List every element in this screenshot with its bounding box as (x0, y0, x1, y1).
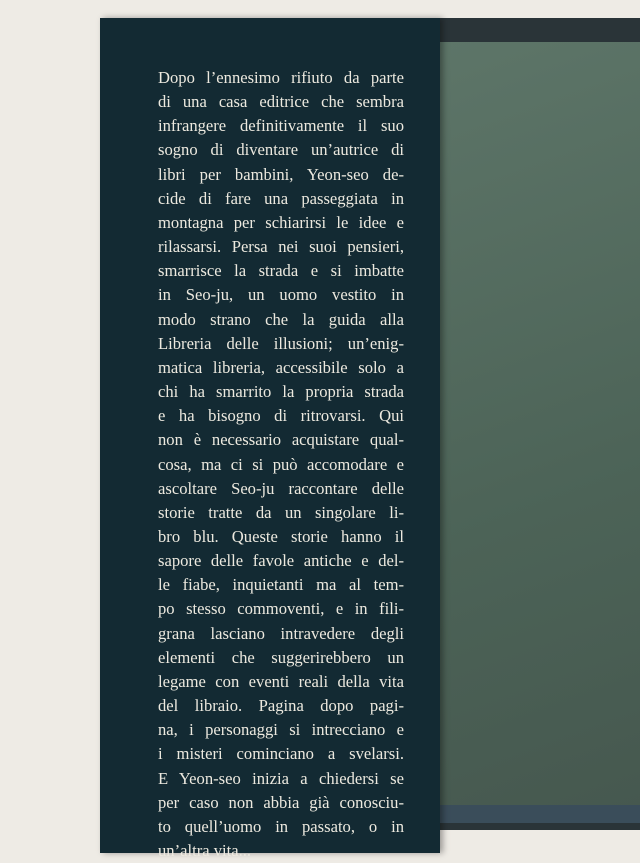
blurb-line: Libreria delle illusioni; un’enig- (158, 333, 404, 353)
blurb-line: i misteri cominciano a svelarsi. (158, 744, 404, 764)
blurb-line: sapore delle favole antiche e del- (158, 551, 404, 571)
blurb-line: modo strano che la guida alla (158, 309, 404, 329)
blurb-line: cide di fare una passeggiata in (158, 188, 404, 208)
blurb-line: cosa, ma ci si può accomodare e (158, 454, 404, 474)
blurb-line: di una casa editrice che sembra (158, 92, 404, 112)
blurb-line: montagna per schiarirsi le idee e (158, 212, 404, 232)
blurb-line: e ha bisogno di ritrovarsi. Qui (158, 406, 404, 426)
blurb-line: non è necessario acquistare qual- (158, 430, 404, 450)
blurb-line: grana lasciano intravedere degli (158, 623, 404, 643)
blurb-line: infrangere definitivamente il suo (158, 116, 404, 136)
flap-blurb (158, 66, 404, 863)
blurb-line: chi ha smarrito la propria strada (158, 382, 404, 402)
blurb-line: legame con eventi reali della vita (158, 671, 404, 691)
blurb-line: E Yeon-seo inizia a chiedersi se (158, 768, 404, 788)
blurb-line: Dopo l’ennesimo rifiuto da parte (158, 68, 404, 87)
blurb-line: del libraio. Pagina dopo pagi- (158, 696, 404, 716)
blurb-line: sogno di diventare un’autrice di (158, 140, 404, 160)
blurb-line: un’altra vita... (158, 841, 252, 860)
blurb-line: storie tratte da un singolare li- (158, 502, 404, 522)
dust-jacket-flap (100, 18, 440, 860)
book-endpaper (438, 42, 640, 812)
blurb-line: in Seo-ju, un uomo vestito in (158, 285, 404, 305)
blurb-line: rilassarsi. Persa nei suoi pensieri, (158, 237, 404, 257)
blurb-line: bro blu. Queste storie hanno il (158, 526, 404, 546)
book-bottom-edge (438, 805, 640, 823)
blurb-line: elementi che suggerirebbero un (158, 647, 404, 667)
blurb-line: per caso non abbia già conosciu- (158, 792, 404, 812)
blurb-line: ascoltare Seo-ju raccontare delle (158, 478, 404, 498)
blurb-line: smarrisce la strada e si imbatte (158, 261, 404, 281)
blurb-line: na, i personaggi si intrecciano e (158, 720, 404, 740)
blurb-line: libri per bambini, Yeon-seo de- (158, 164, 404, 184)
blurb-line: matica libreria, accessibile solo a (158, 357, 404, 377)
blurb-line: le fiabe, inquietanti ma al tem- (158, 575, 404, 595)
blurb-line: to quell’uomo in passato, o in (158, 816, 404, 836)
blurb-line: po stesso commoventi, e in fili- (158, 599, 404, 619)
